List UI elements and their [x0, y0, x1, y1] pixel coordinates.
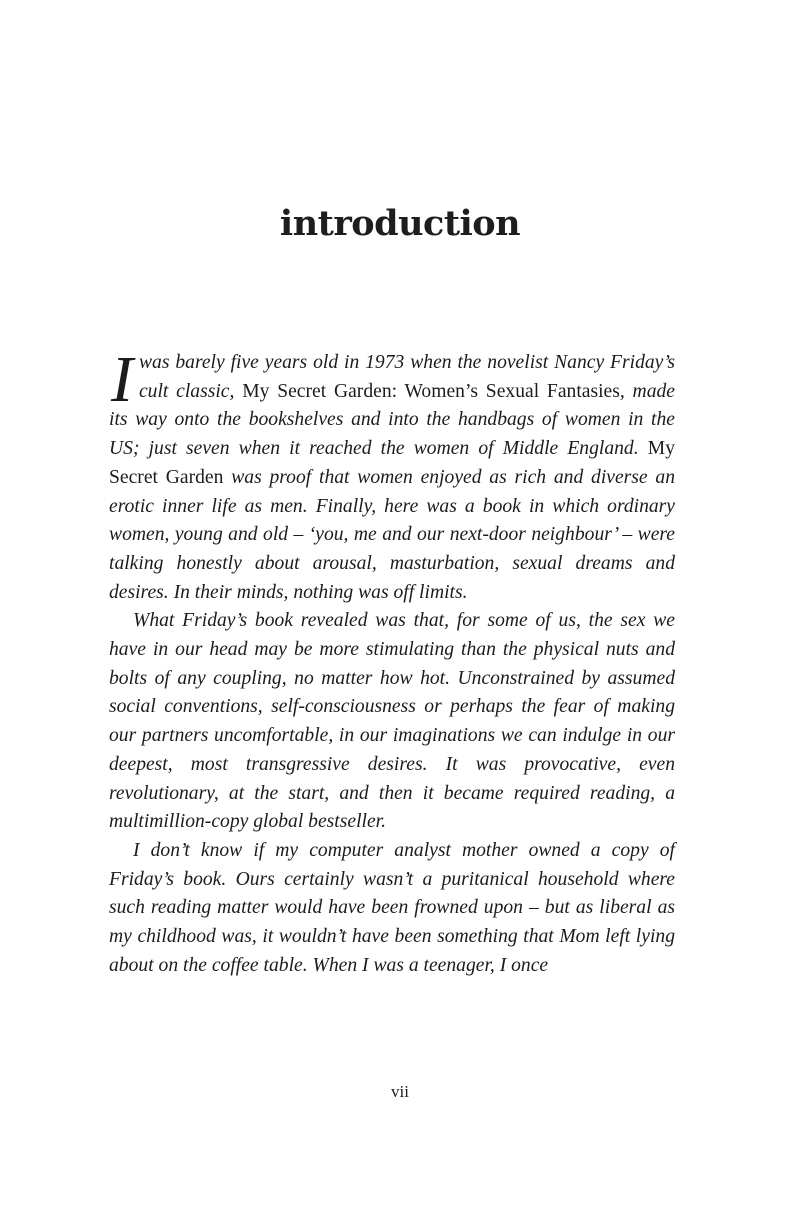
chapter-title: introduction: [279, 203, 521, 244]
paragraph-1-run-1: was barely five years old in 1973 when the novelist Nancy Friday’s cult classic,: [138, 352, 675, 402]
paragraph-1-run-5: was proof that women enjoyed as rich and diverse an erotic inner life as men. Finally, here was a book in which ordinary women, young and old – ‘you, me and our next-door neighbour’ – were talking honestly about arousal, masturbation, sexual dreams and desires. In their minds, nothing was off limits.: [109, 466, 675, 603]
paragraph-1: [109, 343, 675, 607]
page-number: vii: [391, 1082, 409, 1101]
book-title-full: My Secret Garden: Women’s Sexual Fantasies: [242, 380, 620, 402]
paragraph-2: What Friday’s book revealed was that, for some of us, the sex we have in our head may be more stimulating than the physical nuts and bolts of any coupling, no matter how hot. Unconstrained by assumed social conventions, self-consciousness or perhaps the fear of making our partners uncomfortable, in our imaginations we can indulge in our deepest, most transgressive desires. It was provocative, even revolutionary, at the start, and then it became required reading, a multimillion-copy global bestseller.: [109, 610, 675, 833]
body-text: [109, 343, 675, 980]
book-title-short: My Secret Garden: [109, 438, 675, 488]
drop-cap: I: [111, 343, 133, 416]
paragraph-1-run-3: , made its way onto the bookshelves and into the handbags of women in the US; just seven when it reached the women of Middle England.: [109, 380, 675, 460]
paragraph-3: I don’t know if my computer analyst mother owned a copy of Friday’s book. Ours certainly wasn’t a puritanical household where such reading matter would have been frowned upon – but as liberal as my childhood was, it wouldn’t have been something that Mom left lying about on the coffee table. When I was a teenager, I once: [109, 839, 675, 976]
